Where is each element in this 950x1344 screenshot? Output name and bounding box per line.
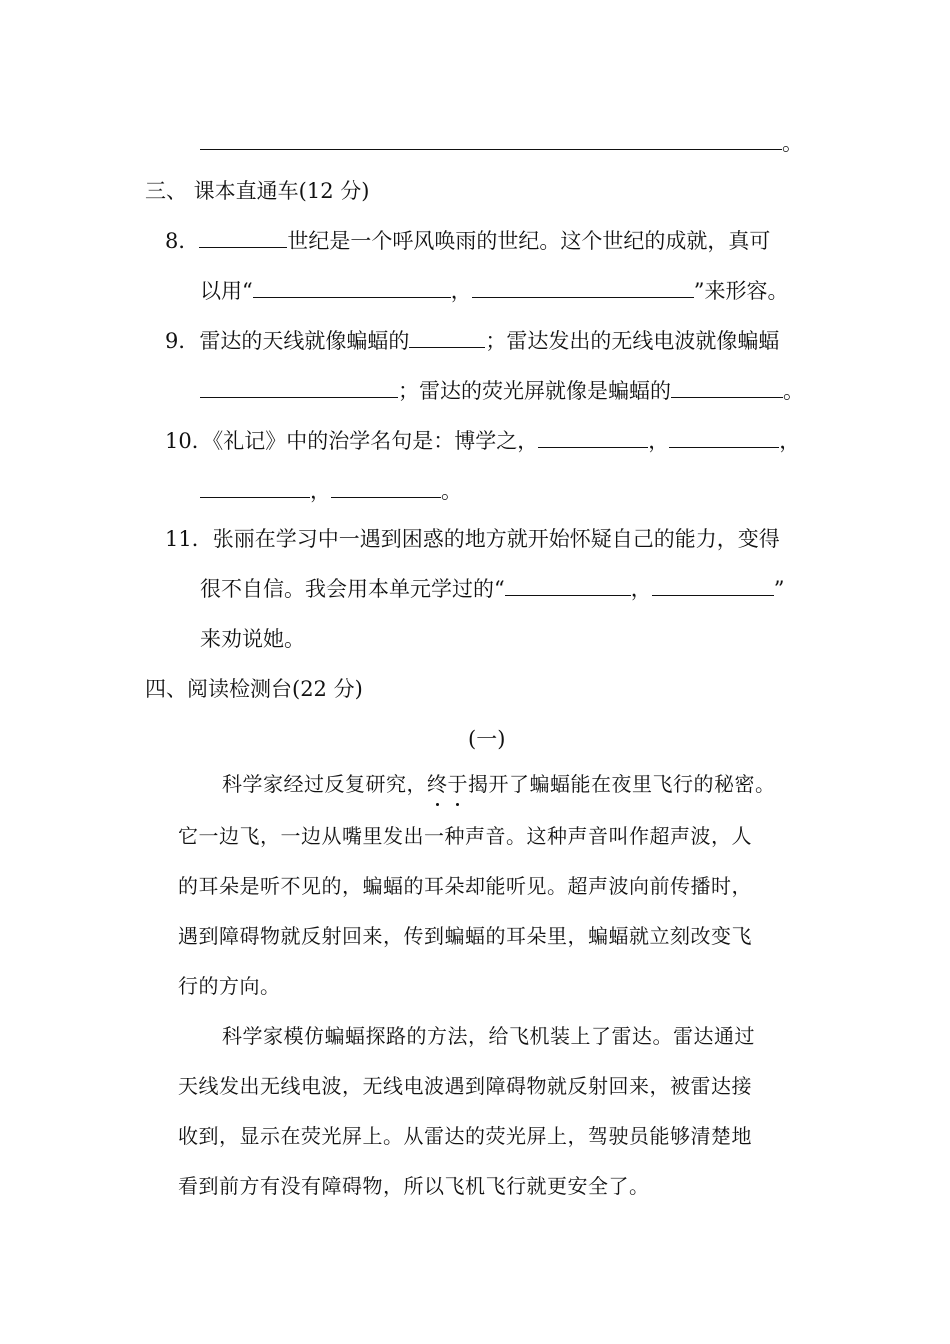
question-number: 10． xyxy=(165,429,213,453)
answer-blank[interactable] xyxy=(200,377,398,398)
answer-blank[interactable] xyxy=(671,377,783,398)
answer-blank[interactable] xyxy=(669,427,779,448)
passage-p1-line-1: 科学家经过反复研究，终于揭开了蝙蝠能在夜里飞行的秘密。 xyxy=(222,769,776,799)
passage-p2-line-4: 看到前方有没有障碍物，所以飞机飞行就更安全了。 xyxy=(178,1174,650,1198)
question-11-line-1: 11．张丽在学习中一遇到困惑的地方就开始怀疑自己的能力，变得 xyxy=(165,527,780,551)
question-11-line-3: 来劝说她。 xyxy=(200,627,305,651)
answer-blank[interactable] xyxy=(652,575,774,596)
section-4-title: 四、阅读检测台(22 分) xyxy=(145,677,363,701)
emphasis-char: 于 xyxy=(448,769,469,799)
answer-blank[interactable] xyxy=(200,477,310,498)
passage-p1-line-2: 它一边飞，一边从嘴里发出一种声音。这种声音叫作超声波，人 xyxy=(178,824,752,848)
answer-blank[interactable] xyxy=(199,227,287,248)
passage-p2-line-3: 收到，显示在荧光屏上。从雷达的荧光屏上，驾驶员能够清楚地 xyxy=(178,1124,752,1148)
question-10-line-2: ， 。 xyxy=(200,476,462,506)
answer-blank[interactable] xyxy=(200,129,782,150)
question-number: 11． xyxy=(165,527,213,551)
question-8-line-2: 以用“ ， ”来形容。 xyxy=(200,279,789,303)
answer-blank[interactable] xyxy=(538,427,648,448)
passage-p1-line-3: 的耳朵是听不见的，蝙蝠的耳朵却能听见。超声波向前传播时， xyxy=(178,874,752,898)
passage-p1-line-5: 行的方向。 xyxy=(178,974,281,998)
emphasis-char: 终 xyxy=(427,769,448,799)
question-9-line-1: 9．雷达的天线就像蝙蝠的 ；雷达发出的无线电波就像蝙蝠 xyxy=(165,329,780,353)
answer-blank[interactable] xyxy=(331,477,441,498)
q7-answer-line: 。 xyxy=(200,128,803,158)
question-9-line-2: ；雷达的荧光屏就像是蝙蝠的 。 xyxy=(200,376,804,406)
passage-p1-line-4: 遇到障碍物就反射回来，传到蝙蝠的耳朵里，蝙蝠就立刻改变飞 xyxy=(178,924,752,948)
answer-blank[interactable] xyxy=(505,575,631,596)
answer-blank[interactable] xyxy=(253,277,451,298)
passage-p2-line-2: 天线发出无线电波，无线电波遇到障碍物就反射回来，被雷达接 xyxy=(178,1074,752,1098)
reading-heading: (一) xyxy=(468,727,506,751)
answer-blank[interactable] xyxy=(409,327,485,348)
question-11-line-2: 很不自信。我会用本单元学过的“ ， ” xyxy=(200,577,785,601)
question-number: 9． xyxy=(165,329,200,353)
answer-blank[interactable] xyxy=(472,277,694,298)
question-number: 8． xyxy=(165,229,200,253)
section-3-title: 三、 课本直通车(12 分) xyxy=(145,179,370,203)
passage-p2-line-1: 科学家模仿蝙蝠探路的方法，给飞机装上了雷达。雷达通过 xyxy=(222,1024,755,1048)
question-8-line-1: 8． 世纪是一个呼风唤雨的世纪。这个世纪的成就，真可 xyxy=(165,229,771,253)
question-10-line-1: 10．《礼记》中的治学名句是：博学之， ， ， xyxy=(165,429,801,453)
